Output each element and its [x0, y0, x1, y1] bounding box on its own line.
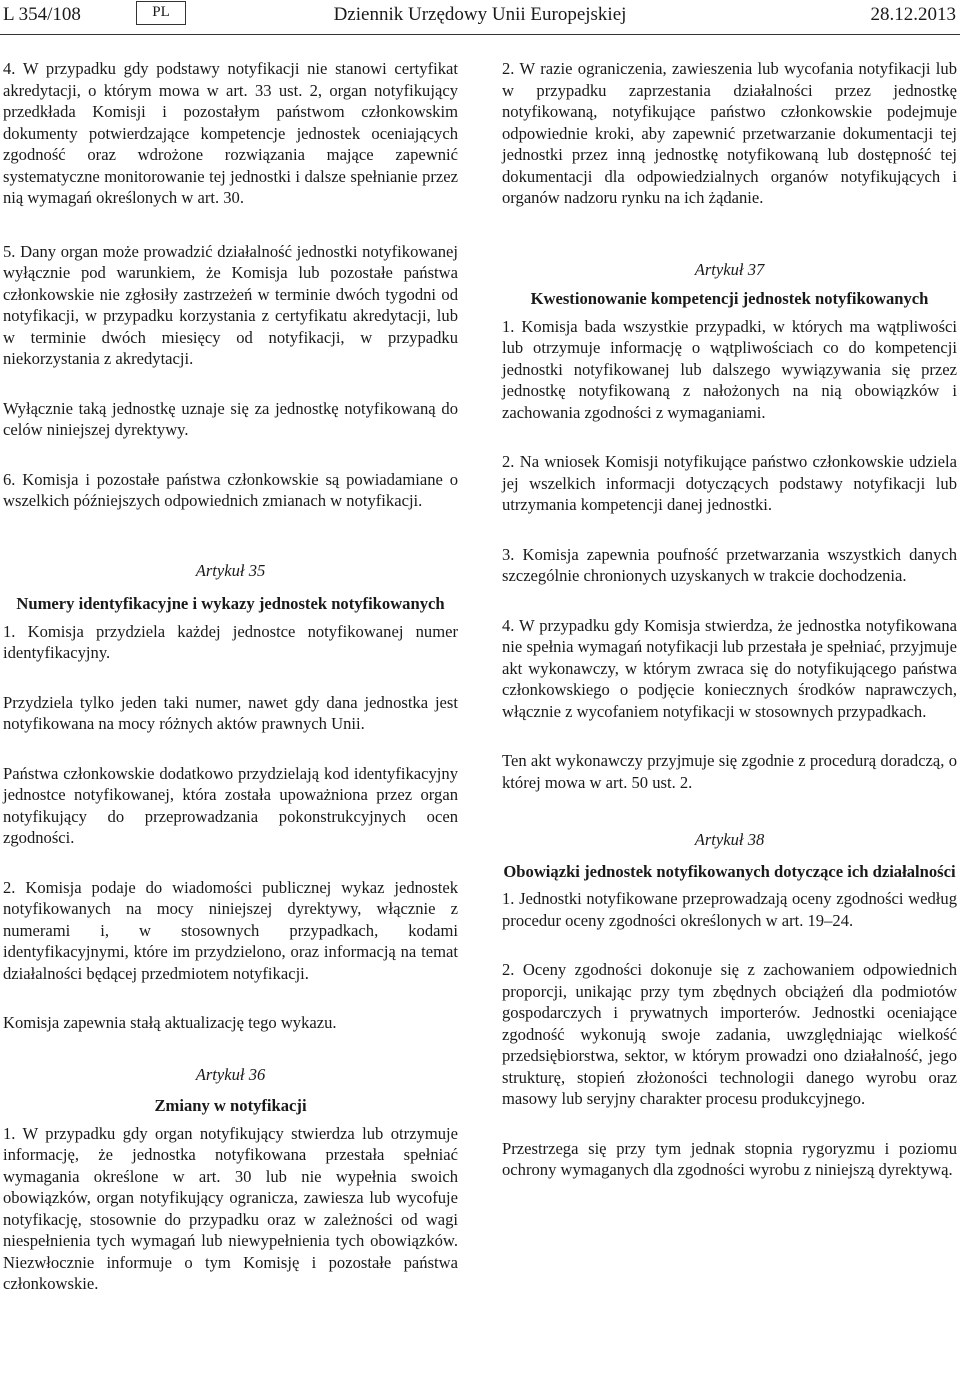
- article-37-paragraph-3: 3. Komisja zapewnia poufność przetwarzania wszystkich danych szczególnie chronionych uzyskanych w trakcie dochodzenia.: [502, 544, 957, 585]
- article-35-number: Artykuł 35: [195, 560, 266, 580]
- article-37-heading: Kwestionowanie kompetencji jednostek notyfikowanych: [530, 289, 929, 308]
- article-36-paragraph-2: 2. W razie ograniczenia, zawieszenia lub wycofania notyfikacji lub w przypadku zaprzestania działalności przez jednostkę notyfikowaną, notyfikujące państwo członkowskie podejmuje odpowiednie kroki, aby zapewnić przetwarzanie dokumentacji tej jednostki przez inną jednostkę notyfikowaną lub dostępność tej dokumentacji dla odpowiedzialnych organów notyfikujących i organów nadzoru rynku na ich żądanie.: [502, 59, 957, 207]
- article-37-number: Artykuł 37: [694, 259, 765, 279]
- article-35-paragraph-1: 1. Komisja przydziela każdej jednostce notyfikowanej numer identyfikacyjny.: [3, 621, 458, 662]
- article-38-paragraph-2: 2. Oceny zgodności dokonuje się z zachowaniem odpowiednich proporcji, unikając przy tym zbędnych obciążeń dla podmiotów gospodarczych i prywatnych importerów. Jednostki oceniające zgodność wykonują swoje zadania, uwzględniając wielkość przedsiębiorstwa, sektor, w którym prowadzi ono działalność, jego strukturę, stopień złożoności technologii danego wyrobu oraz masowy lub seryjny charakter procesu produkcyjnego.: [502, 960, 957, 1108]
- article-38-heading: Obowiązki jednostek notyfikowanych dotyczące ich działalności: [503, 861, 956, 881]
- article-35-paragraph-1b: Przydziela tylko jeden taki numer, nawet gdy dana jednostka jest notyfikowana na mocy różnych aktów prawnych Unii.: [3, 692, 458, 733]
- article-37-paragraph-4: 4. W przypadku gdy Komisja stwierdza, że jednostka notyfikowana nie spełnia wymagań notyfikacji lub przestała je spełniać, przyjmuje akt wykonawczy, w którym zwraca się do notyfikującego państwa członkowskiego o podjęcie koniecznych środków naprawczych, włącznie z wycofaniem notyfikacji w stosownych przypadkach.: [502, 615, 957, 721]
- left-column: [3, 58, 458, 1295]
- language-badge: PL: [136, 1, 186, 25]
- journal-title: Dziennik Urzędowy Unii Europejskiej: [333, 4, 627, 25]
- article-38-paragraph-2b: Przestrzega się przy tym jednak stopnia rygoryzmu i poziomu ochrony wymaganych dla zgodności wyrobu z niniejszą dyrektywą.: [502, 1138, 957, 1179]
- article-37-paragraph-2: 2. Na wniosek Komisji notyfikujące państwo członkowskie udziela jej wszelkich informacji dotyczących podstawy notyfikacji lub utrzymania kompetencji danej jednostki.: [502, 452, 957, 514]
- publication-date: 28.12.2013: [870, 4, 956, 25]
- paragraph-5-continued: Wyłącznie taką jednostkę uznaje się za jednostkę notyfikowaną do celów niniejszej dyrektywy.: [3, 398, 458, 439]
- article-37-paragraph-4b: Ten akt wykonawczy przyjmuje się zgodnie z procedurą doradczą, o której mowa w art. 50 ust. 2.: [502, 751, 957, 792]
- page-reference: L 354/108: [3, 4, 81, 25]
- article-37-paragraph-1: 1. Komisja bada wszystkie przypadki, w których ma wątpliwości lub otrzymuje informację o wątpliwościach co do kompetencji jednostki notyfikowanej lub dalszego wywiązywania się przez jednostkę notyfikowaną z nałożonych na nią obowiązków i zachowania zgodności z wymaganiami.: [502, 316, 957, 422]
- article-38-number: Artykuł 38: [694, 830, 765, 849]
- paragraph-5: 5. Dany organ może prowadzić działalność jednostki notyfikowanej wyłącznie pod warunkiem, że Komisja lub pozostałe państwa członkowskie nie zgłosiły zastrzeżeń w terminie dwóch tygodni od notyfikacji, w przypadku korzystania z certyfikatu akredytacji, lub w terminie dwóch miesięcy od notyfikacji, w przypadku niekorzystania z akredytacji.: [3, 241, 458, 368]
- article-36-number: Artykuł 36: [195, 1064, 266, 1084]
- right-column: [502, 58, 957, 1181]
- journal-header: [0, 0, 960, 35]
- article-35-paragraph-1c: Państwa członkowskie dodatkowo przydzielają kod identyfikacyjny jednostce notyfikowanej, która została upoważniona przez organ notyfikujący do przeprowadzania pokonstrukcyjnych ocen zgodności.: [3, 763, 458, 847]
- paragraph-4: 4. W przypadku gdy podstawy notyfikacji nie stanowi certyfikat akredytacji, o którym mowa w art. 33 ust. 2, organ notyfikujący przedkłada Komisji i pozostałym państwom członkowskim dokumenty potwierdzające kompetencje jednostek oceniających zgodność oraz wdrożone rozwiązania mające zapewnić systematyczne monitorowanie tej jednostki i dalsze spełnianie przez nią wymagań określonych w art. 30.: [3, 59, 458, 207]
- paragraph-6: 6. Komisja i pozostałe państwa członkowskie są powiadamiane o wszelkich późniejszych odpowiednich zmianach w notyfikacji.: [3, 469, 458, 510]
- article-35-paragraph-2b: Komisja zapewnia stałą aktualizację tego wykazu.: [3, 1013, 337, 1032]
- article-36-heading: Zmiany w notyfikacji: [154, 1096, 307, 1115]
- article-35-heading: Numery identyfikacyjne i wykazy jednostek notyfikowanych: [16, 594, 445, 613]
- article-38-paragraph-1: 1. Jednostki notyfikowane przeprowadzają oceny zgodności według procedur oceny zgodności określonych w art. 19–24.: [502, 889, 957, 930]
- article-36-paragraph-1: 1. W przypadku gdy organ notyfikujący stwierdza lub otrzymuje informację, że jednostka notyfikowana przestała spełniać wymagania określone w art. 30 lub nie wypełnia swoich obowiązków, organ notyfikujący ogranicza, zawiesza lub wycofuje notyfikację, stosownie do przypadku oraz w zależności od wagi niespełnienia tych wymagań lub niewypełnienia tych obowiązków. Niezwłocznie informuje o tym Komisję i pozostałe państwa członkowskie.: [3, 1123, 458, 1293]
- article-35-paragraph-2: 2. Komisja podaje do wiadomości publicznej wykaz jednostek notyfikowanych na mocy niniejszej dyrektywy, włącznie z numerami i, w stosownych przypadkach, kodami identyfikacyjnymi, które im przydzielono, oraz informacją na temat działalności będącej przedmiotem notyfikacji.: [3, 877, 458, 983]
